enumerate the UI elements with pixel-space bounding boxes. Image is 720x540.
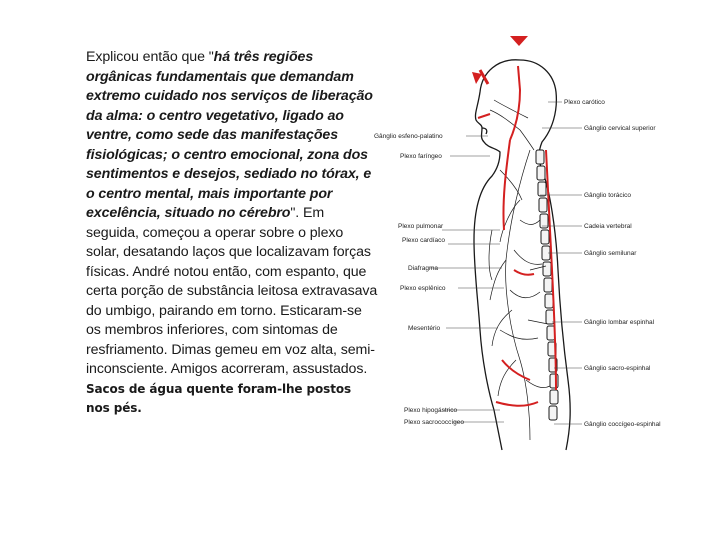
figure-label: Plexo carótico — [564, 99, 605, 106]
figure-label: Plexo sacrococcígeo — [404, 419, 464, 426]
figure-label: Gânglio torácico — [584, 192, 631, 199]
passage-intro: Explicou então que " — [86, 49, 214, 65]
passage-tail: Sacos de água quente foram-lhe postos nos pés. — [86, 381, 352, 415]
spine — [536, 150, 558, 420]
figure-label: Gânglio cervical superior — [584, 125, 656, 132]
figure-label: Gânglio coccígeo-espinhal — [584, 421, 661, 428]
figure-label: Plexo hipogástrico — [404, 407, 458, 414]
figure-label: Gânglio semilunar — [584, 250, 637, 257]
head-marker — [472, 72, 482, 84]
figure-label: Mesentério — [408, 325, 441, 332]
figure-label: Gânglio sacro-espinhal — [584, 365, 651, 372]
nervous-system-figure — [370, 30, 670, 460]
passage-quote: há três regiões orgânicas fundamentais que demandam extremo cuidado nos serviços de liberação da alma: o centro vegetativo, ligado ao ventre, como sede das manifestações fisiológicas; o centro emocional, zona dos sentimentos e desejos, sediado no tórax, e o centro mental, mais importante por excelência, situado no cérebro — [86, 49, 373, 221]
anatomy-illustration — [370, 30, 670, 460]
passage-text — [86, 48, 378, 419]
figure-label: Plexo esplênico — [400, 285, 446, 292]
figure-label: Gânglio lombar espinhal — [584, 319, 655, 326]
figure-label: Plexo cardíaco — [402, 237, 445, 244]
passage-continuation: ". Em seguida, começou a operar sobre o plexo solar, desatando laços que localizavam forças físicas. André notou então, com espanto, que certa porção de substância leitosa extravasava do umbigo, pairando em torno. Esticaram-se os membros inferiores, com sintomas de resfriamento. Dimas gemeu em voz alta, semi-inconsciente. Amigos acorreram, assustados. — [86, 205, 378, 377]
figure-label: Gânglio esfeno-palatino — [374, 133, 443, 140]
figure-label: Diafragma — [408, 265, 438, 272]
figure-label: Cadeia vertebral — [584, 223, 632, 230]
figure-label: Plexo pulmonar — [398, 223, 444, 230]
figure-label: Plexo faríngeo — [400, 153, 442, 160]
top-marker — [510, 36, 528, 46]
